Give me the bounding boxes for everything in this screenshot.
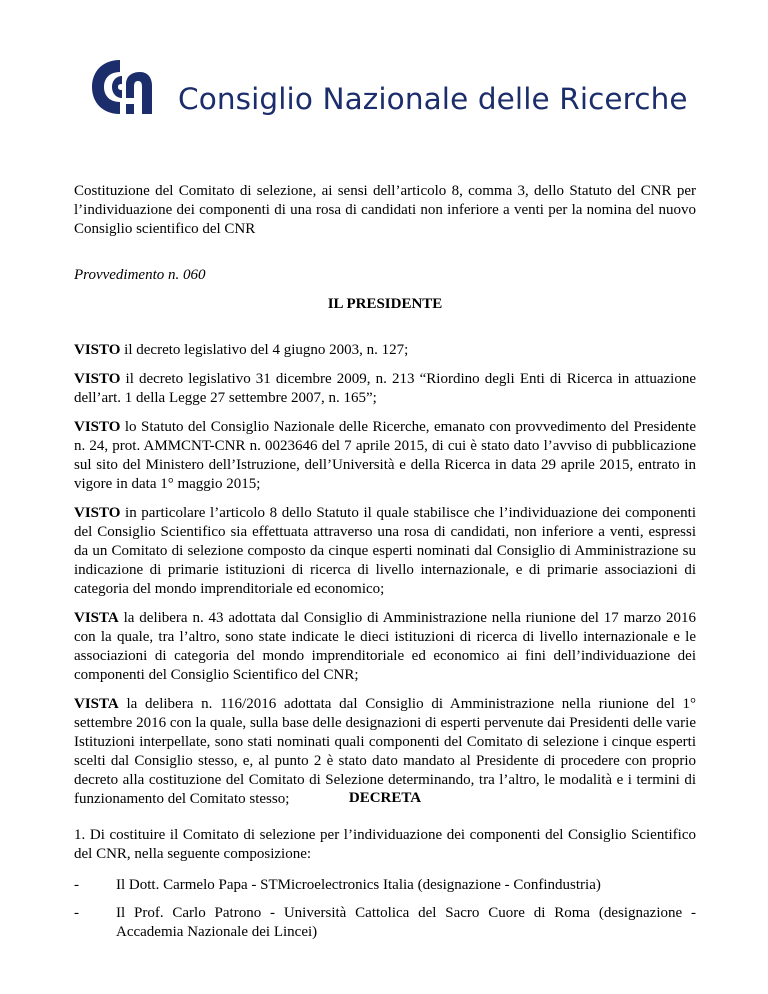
premise-item bbox=[74, 341, 696, 360]
premise-keyword: VISTA bbox=[74, 696, 119, 712]
premise-item bbox=[74, 504, 696, 599]
list-dash: - bbox=[74, 905, 79, 921]
member-text: Il Prof. Carlo Patrono - Università Cattolica del Sacro Cuore di Roma (designazione - Accademia Nazionale dei Lincei) bbox=[116, 905, 696, 940]
premise-keyword: VISTO bbox=[74, 505, 121, 521]
premise-text: il decreto legislativo 31 dicembre 2009, n. 213 “Riordino degli Enti di Ricerca in attuazione dell’art. 1 della Legge 27 settembre 2007, n. 165”; bbox=[74, 371, 696, 406]
cnr-logo-icon bbox=[86, 54, 166, 120]
premises-list bbox=[74, 341, 696, 819]
provvedimento-number: Provvedimento n. 060 bbox=[74, 267, 206, 283]
cnr-logo bbox=[86, 54, 686, 124]
premise-text: in particolare l’articolo 8 dello Statuto il quale stabilisce che l’individuazione dei componenti del Consiglio Scientifico sia effettuata attraverso una rosa di candidati, non inferiore a venti, espressi da un Comitato di selezione composto da cinque esperti nominati dal Consiglio di Amministrazione su indicazione di primarie istituzioni di ricerca di livello internazionale, e di primarie associazioni di categoria del mondo imprenditoriale ed economico; bbox=[74, 505, 696, 597]
premise-keyword: VISTA bbox=[74, 610, 119, 626]
decree-point-1: 1. Di costituire il Comitato di selezione per l’individuazione dei componenti del Consiglio Scientifico del CNR, nella seguente composizione: bbox=[74, 827, 696, 862]
premise-text: lo Statuto del Consiglio Nazionale delle Ricerche, emanato con provvedimento del Presidente n. 24, prot. AMMCNT-CNR n. 0023646 del 7 aprile 2015, di cui è stato dato l’avviso di pubblicazione sul sito del Ministero dell’Istruzione, dell’Università e della Ricerca in data 29 aprile 2015, entrato in vigore in data 1° maggio 2015; bbox=[74, 419, 696, 492]
member-text: Il Dott. Carmelo Papa - STMicroelectronics Italia (designazione - Confindustria) bbox=[116, 877, 601, 893]
section-heading-presidente: IL PRESIDENTE bbox=[327, 296, 443, 312]
committee-member bbox=[74, 876, 696, 895]
premise-text: il decreto legislativo del 4 giugno 2003, n. 127; bbox=[120, 342, 409, 358]
premise-keyword: VISTO bbox=[74, 419, 121, 435]
premise-text: la delibera n. 43 adottata dal Consiglio di Amministrazione nella riunione del 17 marzo 2016 con la quale, tra l’altro, sono state indicate le dieci istituzioni di ricerca di livello internazionale e le associazioni di categoria del mondo imprenditoriale ed economico ai fini dell’individuazione dei componenti del Consiglio Scientifico del CNR; bbox=[74, 610, 696, 683]
premise-item bbox=[74, 370, 696, 408]
premise-text: la delibera n. 116/2016 adottata dal Consiglio di Amministrazione nella riunione del 1° settembre 2016 con la quale, sulla base delle designazioni di esperti pervenute dai Presidenti delle varie Istituzioni interpellate, sono stati nominati quali componenti del Comitato di selezione i cinque esperti scelti dal Consiglio stesso, e, al punto 2 è stato dato mandato al Presidente di procedere con proprio decreto alla costituzione del Comitato di Selezione determinando, tra l’altro, le modalità e i termini di funzionamento del Comitato stesso; bbox=[74, 696, 696, 807]
section-heading-decreta: DECRETA bbox=[348, 790, 422, 806]
list-dash: - bbox=[74, 877, 79, 893]
document-subject: Costituzione del Comitato di selezione, ai sensi dell’articolo 8, comma 3, dello Statuto del CNR per l’individuazione dei componenti di una rosa di candidati non inferiore a venti per la nomina del nuovo Consiglio scientifico del CNR bbox=[74, 183, 696, 237]
premise-item bbox=[74, 609, 696, 685]
org-name: Consiglio Nazionale delle Ricerche bbox=[178, 82, 688, 116]
premise-item bbox=[74, 418, 696, 494]
premise-keyword: VISTO bbox=[74, 342, 121, 358]
committee-member bbox=[74, 904, 696, 942]
premise-keyword: VISTO bbox=[74, 371, 121, 387]
committee-members-list bbox=[74, 876, 696, 951]
